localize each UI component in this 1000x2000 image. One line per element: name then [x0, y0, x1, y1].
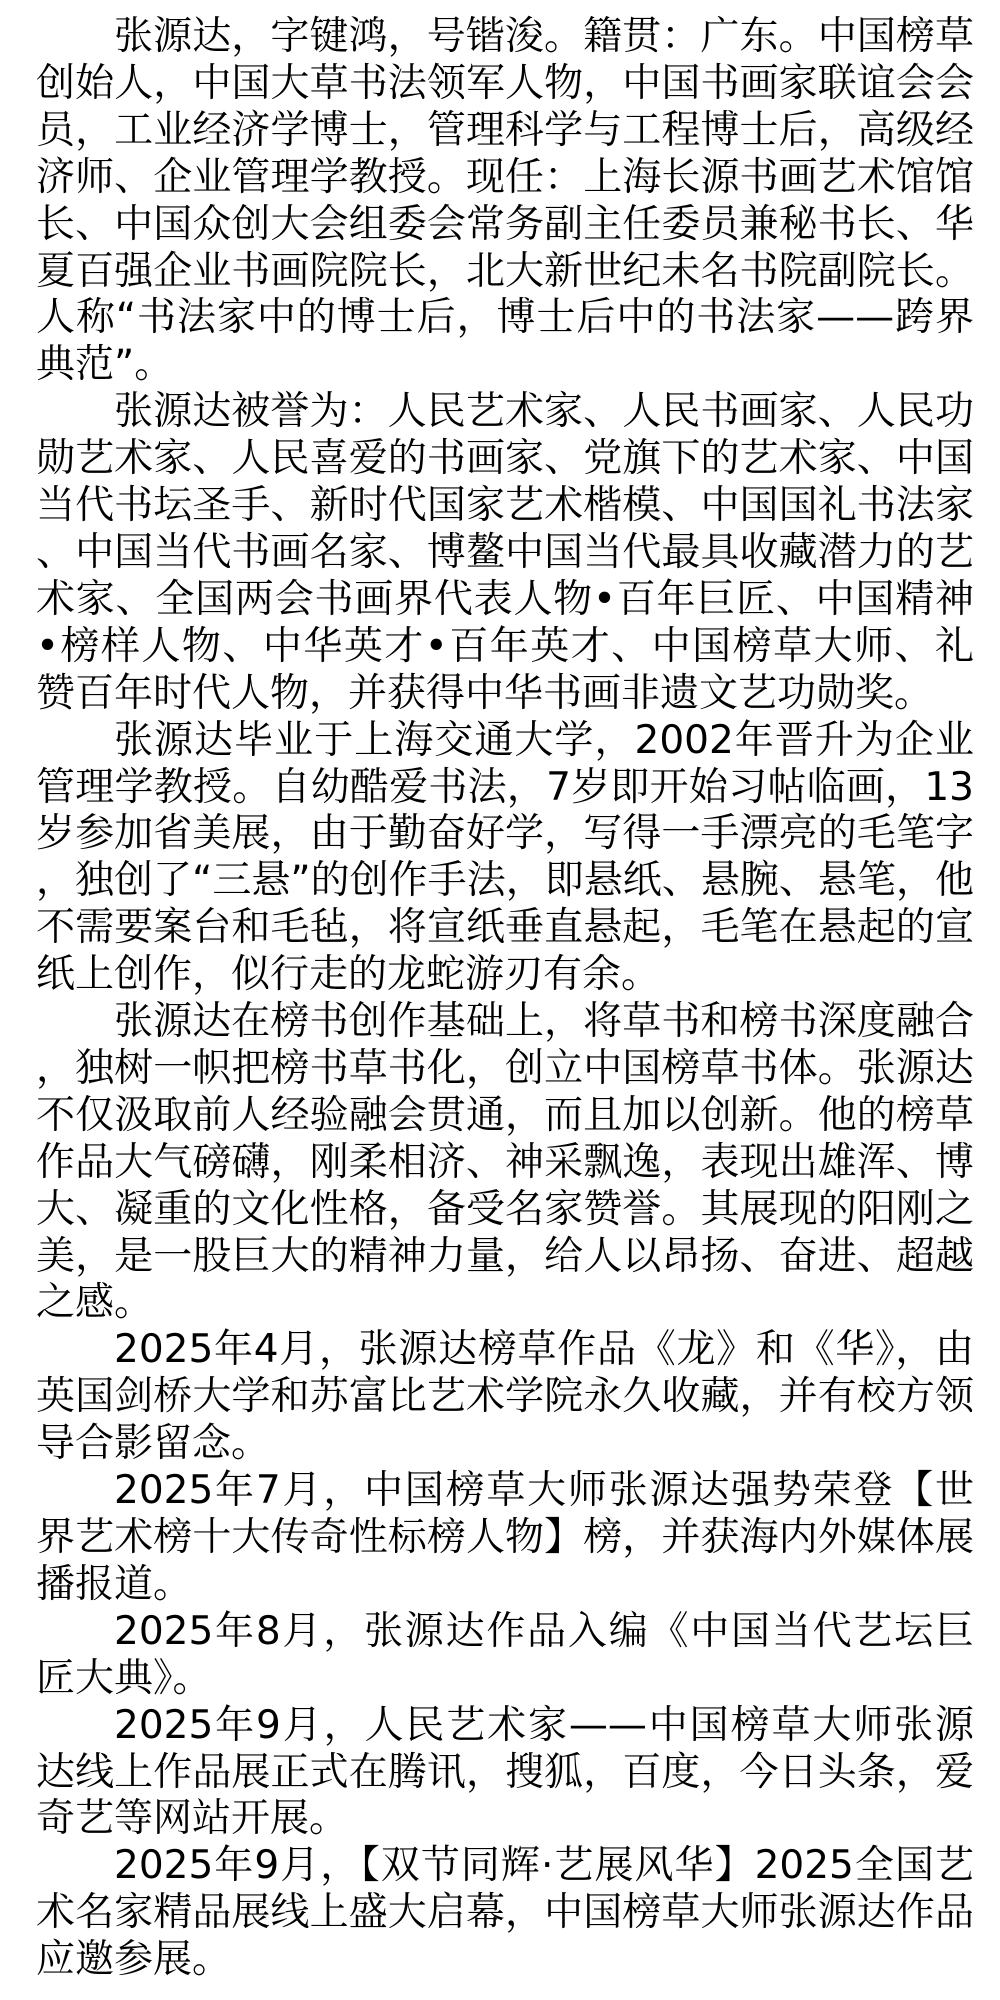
- paragraph-event-2025-09-online: 2025年9月，人民艺术家——中国榜草大师张源达线上作品展正式在腾讯，搜狐，百度，今日头条，爱奇艺等网站开展。: [36, 1702, 974, 1842]
- paragraph-event-2025-09-expo: 2025年9月，【双节同辉·艺展风华】2025全国艺术名家精品展线上盛大启幕，中国榜草大师张源达作品应邀参展。: [36, 1843, 974, 1983]
- paragraph-event-2025-04: 2025年4月，张源达榜草作品《龙》和《华》，由英国剑桥大学和苏富比艺术学院永久收藏，并有校方领导合影留念。: [36, 1327, 974, 1467]
- paragraph-calligraphy-style: 张源达在榜书创作基础上，将草书和榜书深度融合，独树一帜把榜书草书化，创立中国榜草书体。张源达不仅汲取前人经验融会贯通，而且加以创新。他的榜草作品大气磅礴，刚柔相济、神采飘逸，表现出雄浑、博大、凝重的文化性格，备受名家赞誉。其展现的阳刚之美，是一股巨大的精神力量，给人以昂扬、奋进、超越之感。: [36, 999, 974, 1326]
- paragraph-bio-intro: 张源达，字键鸿，号锴浚。籍贯：广东。中国榜草创始人，中国大草书法领军人物，中国书画家联谊会会员，工业经济学博士，管理科学与工程博士后，高级经济师、企业管理学教授。现任：上海长源书画艺术馆馆长、中国众创大会组委会常务副主任委员兼秘书长、华夏百强企业书画院院长，北大新世纪未名书院副院长。人称“书法家中的博士后，博士后中的书法家——跨界典范”。: [36, 14, 974, 388]
- paragraph-event-2025-08: 2025年8月，张源达作品入编《中国当代艺坛巨匠大典》。: [36, 1608, 974, 1701]
- paragraph-education: 张源达毕业于上海交通大学，2002年晋升为企业管理学教授。自幼酷爱书法，7岁即开始习帖临画，13岁参加省美展，由于勤奋好学，写得一手漂亮的毛笔字，独创了“三悬”的创作手法，即悬纸、悬腕、悬笔，他不需要案台和毛毡，将宣纸垂直悬起，毛笔在悬起的宣纸上创作，似行走的龙蛇游刃有余。: [36, 717, 974, 998]
- paragraph-honors: 张源达被誉为：人民艺术家、人民书画家、人民功勋艺术家、人民喜爱的书画家、党旗下的艺术家、中国当代书坛圣手、新时代国家艺术楷模、中国国礼书法家、中国当代书画名家、博鳌中国当代最具收藏潜力的艺术家、全国两会书画界代表人物•百年巨匠、中国精神•榜样人物、中华英才•百年英才、中国榜草大师、礼赞百年时代人物，并获得中华书画非遗文艺功勋奖。: [36, 389, 974, 716]
- paragraph-event-2025-07: 2025年7月，中国榜草大师张源达强势荣登【世界艺术榜十大传奇性标榜人物】榜，并获海内外媒体展播报道。: [36, 1468, 974, 1607]
